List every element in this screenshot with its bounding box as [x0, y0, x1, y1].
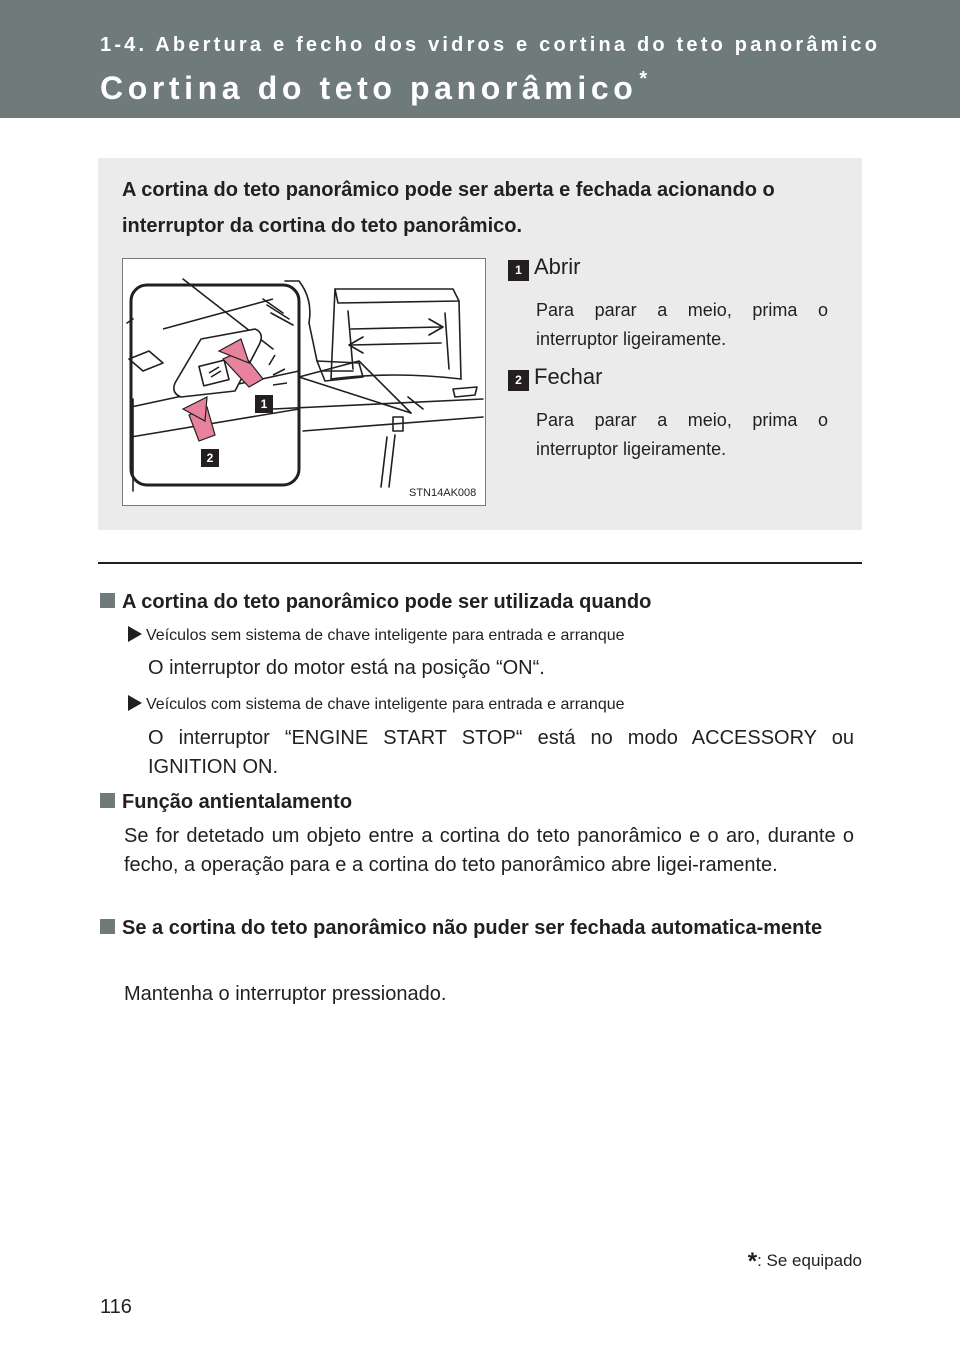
step-1-label: Abrir	[534, 254, 581, 279]
note-heading-text: Função antientalamento	[122, 791, 353, 813]
footnote-star-icon: *	[747, 1248, 758, 1275]
note-heading-usage	[100, 588, 852, 617]
condition-2	[128, 693, 625, 717]
note-heading-text: Se a cortina do teto panorâmico não puder ser fechada automatica-mente	[122, 917, 823, 939]
step-2-description: Para parar a meio, prima o interruptor ligeiramente.	[536, 410, 828, 459]
section-title: 1-4. Abertura e fecho dos vidros e cortina do teto panorâmico	[100, 34, 881, 56]
figure-code: STN14AK008	[409, 487, 477, 499]
page-title	[100, 68, 647, 107]
equipped-mark: *	[639, 68, 648, 90]
step-1-badge: 1	[508, 260, 529, 281]
condition-1	[128, 624, 625, 648]
footnote	[600, 1248, 862, 1276]
condition-1-detail: O interruptor do motor está na posição “ON“.	[148, 657, 545, 679]
step-2-badge: 2	[508, 370, 529, 391]
note-square-icon	[100, 593, 115, 608]
figure-callout-1: 1	[255, 395, 273, 413]
note-heading-text: A cortina do teto panorâmico pode ser utilizada quando	[122, 591, 652, 613]
triangle-icon	[128, 626, 142, 642]
triangle-icon	[128, 695, 142, 711]
step-2-label: Fechar	[534, 364, 603, 389]
note-square-icon	[100, 919, 115, 934]
illustration-drawing	[123, 259, 485, 505]
page-title-text: Cortina do teto panorâmico	[100, 70, 638, 106]
figure-callout-2: 2	[201, 449, 219, 467]
intro-text: A cortina do teto panorâmico pode ser aberta e fechada acionando o interruptor da cortina do teto panorâmico.	[122, 179, 775, 237]
note-square-icon	[100, 793, 115, 808]
footnote-text: : Se equipado	[757, 1251, 862, 1270]
condition-2-text: Veículos com sistema de chave inteligente para entrada e arranque	[146, 696, 625, 713]
condition-2-detail: O interruptor “ENGINE START STOP“ está no modo ACCESSORY ou IGNITION ON.	[148, 727, 854, 778]
antipinch-text: Se for detetado um objeto entre a cortina do teto panorâmico e o aro, durante o fecho, a operação para e a cortina do teto panorâmico abre ligei-ramente.	[124, 825, 854, 876]
manual-close-text: Mantenha o interruptor pressionado.	[124, 983, 447, 1005]
note-heading-antipinch	[100, 788, 852, 817]
section-divider	[98, 562, 862, 564]
note-heading-manual-close	[100, 914, 852, 943]
condition-1-text: Veículos sem sistema de chave inteligente para entrada e arranque	[146, 627, 625, 644]
switch-illustration	[122, 258, 486, 506]
step-1-description: Para parar a meio, prima o interruptor ligeiramente.	[536, 300, 828, 349]
page-header	[0, 0, 960, 118]
page-number: 116	[100, 1296, 132, 1318]
